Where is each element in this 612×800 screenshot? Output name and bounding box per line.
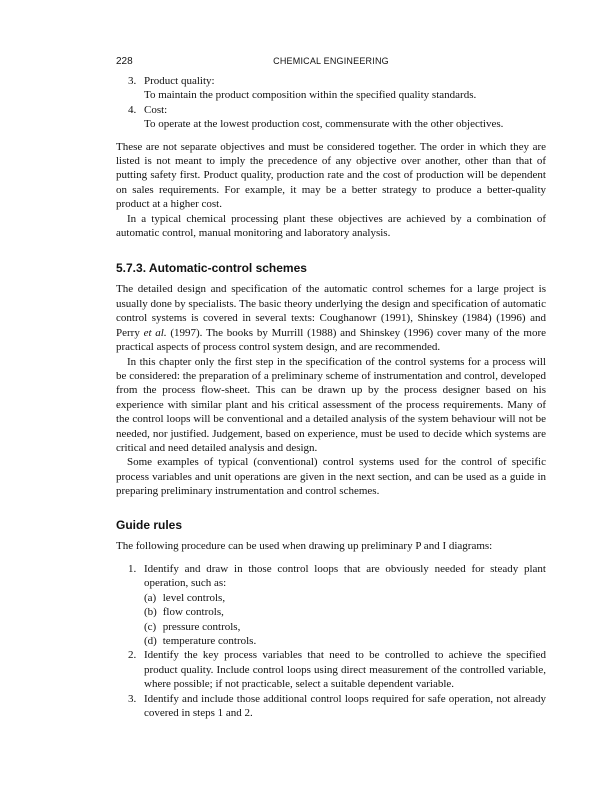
running-title: CHEMICAL ENGINEERING [273,56,389,66]
sub-list-marker: (a) [144,591,157,604]
list-item [116,562,546,648]
list-number: 1. [128,562,137,575]
sub-list-text: pressure controls, [162,620,241,633]
list-item-text: Identify the key process variables that need to be controlled to achieve the specified product quality. Include control loops using direct measurement of the controlled variable, where possible; if not practicable, select a suitable dependent variable. [144,649,546,691]
list-number: 4. [128,103,137,116]
paragraph: In this chapter only the first step in the specification of the control systems for a process will be considered: the preparation of a preliminary scheme of instrumentation and control, developed from the process flow-sheet. This can be drawn up by the process designer based on his experience with similar plant and his critical assessment of the process requirements. Many of the control loops will be conventional and a detailed analysis of the system behaviour will not be needed, nor justified. Judgement, based on experience, must be used to decide which systems are critical and need detailed analysis and design. [116,355,546,454]
list-number: 3. [128,692,137,705]
list-number: 2. [128,649,137,662]
section-heading: 5.7.3. Automatic-control schemes [116,261,307,276]
paragraph: The following procedure can be used when drawing up preliminary P and I diagrams: [116,539,493,552]
sub-list-item [144,591,546,605]
running-header [116,56,546,70]
sub-list-item [144,605,546,619]
sub-list-text: temperature controls. [162,635,257,647]
text-run: The detailed design and specification of the automatic control schemes for a large project is usually done by specialists. The basic theory underlying the design and specification of automatic control systems is covered in several texts: Coughanowr (1991), Shinskey (1984) (1996) and Perry [116,283,546,339]
sub-list-text: flow controls, [162,606,224,619]
page-body [116,74,546,720]
list-item [116,692,546,721]
list-item [116,103,546,132]
page-number: 228 [116,56,133,67]
sub-list-marker: (c) [144,620,157,633]
sub-list-item [144,634,546,648]
objectives-list [116,74,546,132]
sub-list-item [144,620,546,634]
sub-list-marker: (d) [144,635,157,647]
list-item-title: Cost: [144,103,168,116]
sub-list-marker: (b) [144,606,157,619]
italic-text: et al. [143,326,167,339]
sub-list [144,591,546,649]
paragraph [116,282,546,354]
list-number: 3. [128,75,137,87]
list-item-text: Identify and draw in those control loops that are obviously needed for steady plant operation, such as: [144,562,546,590]
paragraph: In a typical chemical processing plant these objectives are achieved by a combination of automatic control, manual monitoring and laboratory analysis. [116,212,546,240]
guide-rules-list [116,562,546,720]
list-item-text: Identify and include those additional control loops required for safe operation, not already covered in steps 1 and 2. [144,692,546,720]
sub-list-text: level controls, [162,591,226,604]
list-item [116,648,546,691]
list-item-detail: To maintain the product composition within the specified quality standards. [144,89,477,102]
list-item-title: Product quality: [144,75,215,87]
paragraph: Some examples of typical (conventional) control systems used for the control of specific process variables and unit operations are given in the next section, and can be used as a guide in preparing preliminary instrumentation and control schemes. [116,456,546,498]
list-item-detail: To operate at the lowest production cost, commensurate with the other objectives. [144,118,504,131]
subsection-heading: Guide rules [116,517,183,532]
paragraph: These are not separate objectives and must be considered together. The order in which they are listed is not meant to imply the precedence of any objective over another, other than that of putting safety first. Product quality, production rate and the cost of production will be dependent on sales requirements. For example, it may be a better strategy to produce a better-quality product at a higher cost. [116,140,546,211]
text-run: (1997). The books by Murrill (1988) and Shinskey (1996) cover many of the more practical aspects of process control system design, and are recommended. [116,326,546,354]
list-item [116,74,546,103]
